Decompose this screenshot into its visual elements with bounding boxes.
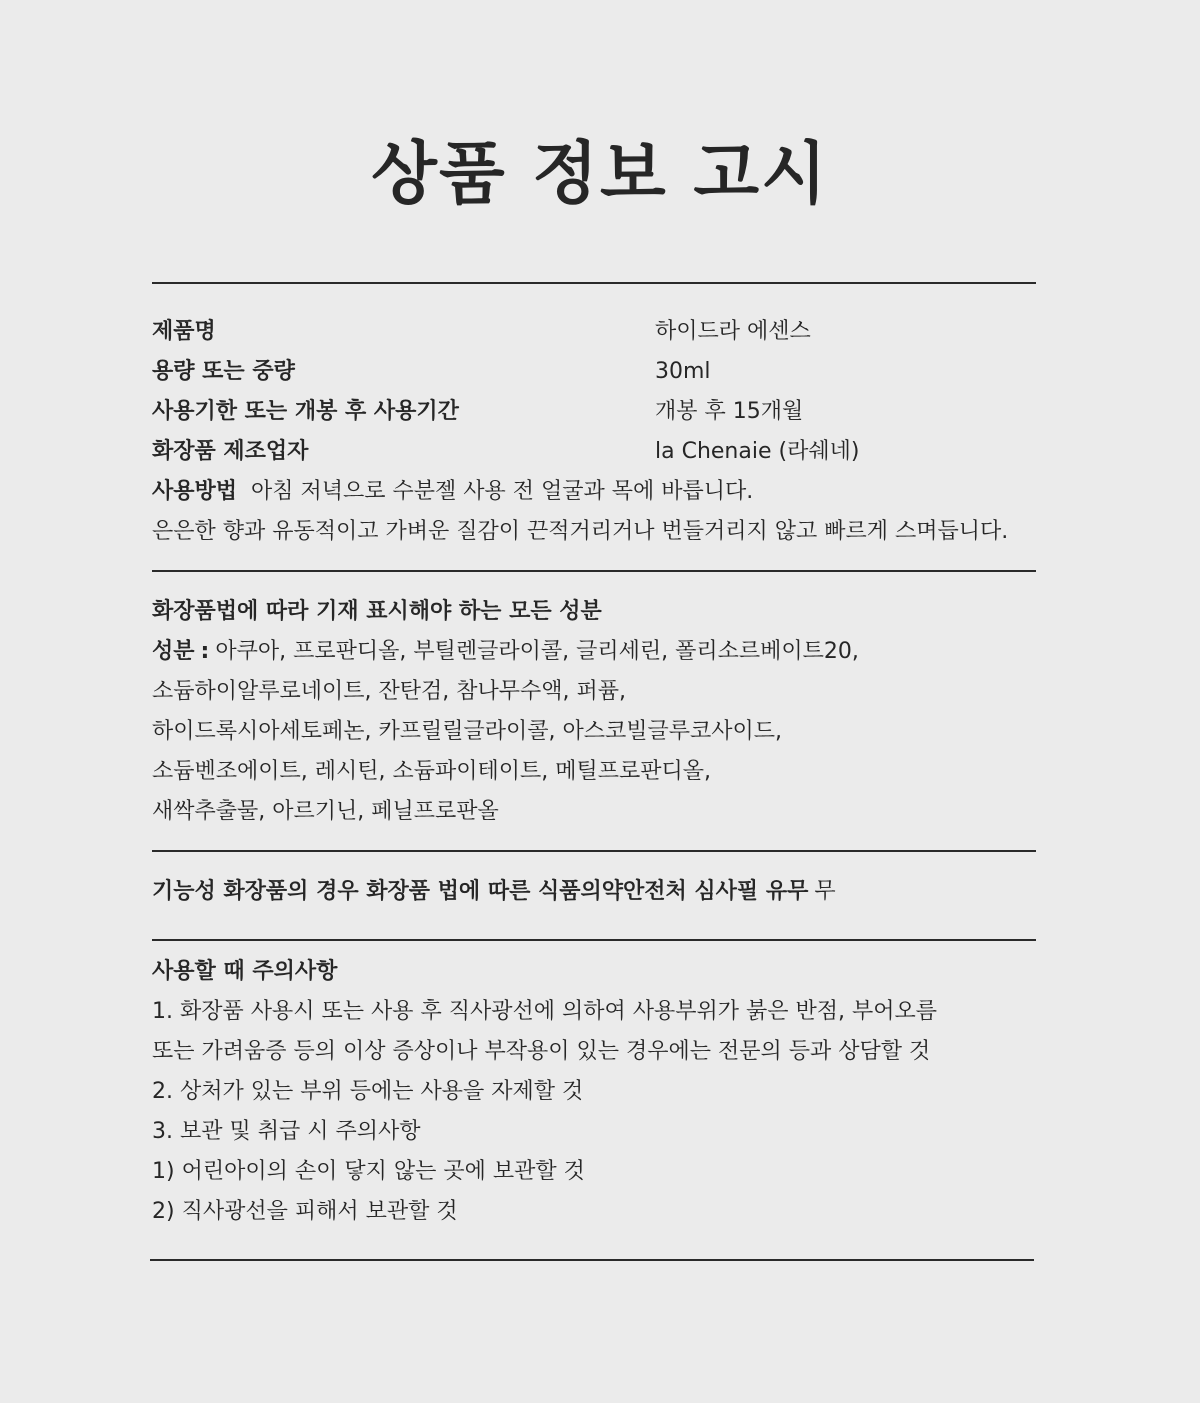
ingredients-list-line: 소듐하이알루로네이트, 잔탄검, 참나무수액, 퍼퓸, (152, 679, 626, 704)
label-product-name: 제품명 (152, 319, 216, 344)
functional-text: 기능성 화장품의 경우 화장품 법에 따른 식품의약안전처 심사필 유무 (152, 879, 809, 904)
ingredients-list-line: 새싹추출물, 아르기닌, 페닐프로판올 (152, 799, 499, 824)
ingredients-list-line: 소듐벤조에이트, 레시틴, 소듐파이테이트, 메틸프로판디올, (152, 759, 712, 784)
divider (152, 282, 1036, 284)
ingredients-list-line: 아쿠아, 프로판디올, 부틸렌글라이콜, 글리세린, 폴리소르베이트20, (215, 639, 859, 664)
value-volume: 30ml (655, 359, 711, 384)
divider (150, 1259, 1034, 1261)
caution-line: 2. 상처가 있는 부위 등에는 사용을 자제할 것 (152, 1079, 584, 1104)
divider (152, 939, 1036, 941)
caution-line: 또는 가려움증 등의 이상 증상이나 부작용이 있는 경우에는 전문의 등과 상담할 것 (152, 1039, 931, 1064)
cautions-heading: 사용할 때 주의사항 (152, 959, 338, 984)
value-product-name: 하이드라 에센스 (655, 319, 811, 344)
functional-row (152, 877, 836, 907)
ingredients-label: 성분 (152, 639, 195, 664)
usage-text: 아침 저녁으로 수분젤 사용 전 얼굴과 목에 바릅니다. (251, 479, 754, 504)
usage-row (152, 477, 753, 507)
divider (152, 850, 1036, 852)
functional-value: 무 (814, 879, 836, 904)
label-volume: 용량 또는 중량 (152, 359, 295, 384)
value-manufacturer: la Chenaie (라쉐네) (655, 439, 860, 464)
page-title: 상품 정보 고시 (371, 135, 829, 214)
caution-line: 1) 어린아이의 손이 닿지 않는 곳에 보관할 것 (152, 1159, 585, 1184)
caution-line: 1. 화장품 사용시 또는 사용 후 직사광선에 의하여 사용부위가 붉은 반점, 부어오름 (152, 999, 937, 1024)
caution-line: 2) 직사광선을 피해서 보관할 것 (152, 1199, 458, 1224)
label-usage: 사용방법 (152, 479, 238, 504)
divider (152, 570, 1036, 572)
ingredients-heading: 화장품법에 따라 기재 표시해야 하는 모든 성분 (152, 599, 602, 624)
ingredients-list-line: 하이드록시아세토페논, 카프릴릴글라이콜, 아스코빌글루코사이드, (152, 719, 783, 744)
label-expiry: 사용기한 또는 개봉 후 사용기간 (152, 399, 459, 424)
usage-text-2: 은은한 향과 유동적이고 가벼운 질감이 끈적거리거나 번들거리지 않고 빠르게 스며듭니다. (152, 519, 1009, 544)
ingredients-line (152, 637, 859, 667)
value-expiry: 개봉 후 15개월 (655, 399, 804, 424)
label-manufacturer: 화장품 제조업자 (152, 439, 309, 464)
caution-line: 3. 보관 및 취급 시 주의사항 (152, 1119, 421, 1144)
ingredients-separator: : (200, 639, 210, 664)
